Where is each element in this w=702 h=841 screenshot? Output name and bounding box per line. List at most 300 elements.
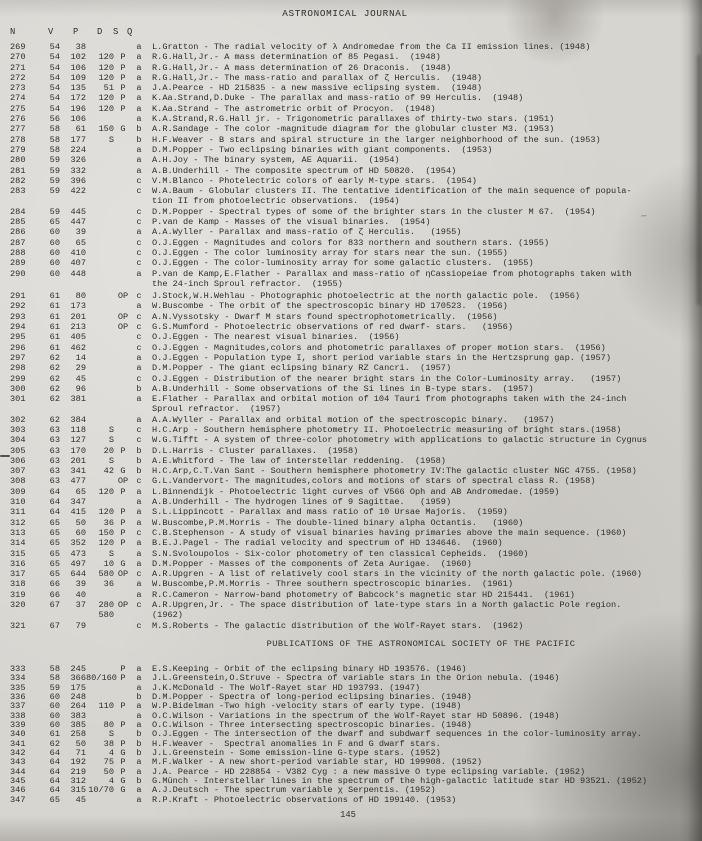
q-cell: a [136, 558, 142, 569]
page-cell: 14 [75, 352, 86, 363]
s-cell: OP [117, 569, 129, 580]
q-cell: c [136, 217, 142, 228]
q-cell: a [136, 144, 142, 155]
entry-number: 296 [10, 342, 26, 353]
table-row [0, 42, 702, 52]
scan-edge-shadow [697, 55, 701, 305]
entry-text: G.S.Mumford - Photoelectric observations of red dwarf- stars. (1956) [152, 322, 513, 333]
s-cell: G [120, 466, 126, 477]
table-row [0, 207, 702, 217]
volume-cell: 64 [49, 766, 60, 777]
entry-text: P.van de Kamp,E.Flather - Parallax and mass-ratio of ηCassiopeiae from photographs taken with [152, 268, 632, 279]
table-row [0, 343, 702, 353]
entry-text: D.M.Popper - Spectra of long-period eclipsing binaries. (1948) [152, 692, 472, 702]
volume-cell: 59 [49, 175, 60, 186]
entry-text: S.L.Lippincott - Parallax and mass ratio of 10 Ursae Majoris. (1959) [152, 507, 508, 518]
entry-text: O.C.Wilson - Three intersecting spectroscopic binaries. (1948) [152, 720, 472, 730]
volume-cell: 64 [49, 757, 60, 768]
pen-mark [0, 455, 10, 457]
volume-cell: 61 [49, 322, 60, 333]
page-cell: 80 [75, 291, 86, 302]
entry-number: 306 [10, 455, 26, 466]
table-row [0, 353, 702, 363]
entry-text: A.A.Wyller - Parallax and mass-ratio of ζ Herculis. (1955) [152, 227, 462, 238]
s-cell: P [120, 72, 126, 83]
entry-text: R.G.Hall,Jr.- The mass-ratio and parallax of ζ Herculis. (1948) [152, 72, 483, 83]
page-cell: 173 [70, 301, 86, 312]
table-row [0, 166, 702, 176]
entry-number: 293 [10, 311, 26, 322]
table-row [0, 446, 702, 456]
table-row [0, 155, 702, 165]
page-cell: 60 [75, 527, 86, 538]
q-cell: a [136, 83, 142, 94]
table-row [0, 507, 702, 517]
volume-cell: 65 [49, 527, 60, 538]
volume-cell: 63 [49, 424, 60, 435]
volume-cell: 61 [49, 291, 60, 302]
entry-number: 298 [10, 363, 26, 374]
q-cell: c [136, 342, 142, 353]
page-cell: 410 [70, 247, 86, 258]
entry-text: the 24-inch Sproul refractor. (1955) [152, 278, 343, 289]
entry-text: O.J.Eggen - Population type I, short period variable stars in the Hertzsprung gap. (1957) [152, 352, 611, 363]
s-cell: P [120, 766, 126, 777]
entry-number: 299 [10, 373, 26, 384]
table-row [0, 104, 702, 114]
d-cell: 42 [103, 466, 114, 477]
q-cell: c [136, 206, 142, 217]
entry-number: 317 [10, 569, 26, 580]
q-cell: a [136, 72, 142, 83]
column-header-v: V [48, 27, 54, 37]
table-row [0, 301, 702, 311]
page-cell: 245 [70, 663, 86, 674]
volume-cell: 64 [49, 776, 60, 787]
page-cell: 61 [75, 124, 86, 135]
q-cell: c [136, 322, 142, 333]
d-cell: 120 [98, 486, 114, 497]
d-cell: 80 [103, 719, 114, 730]
s-cell: OP [117, 322, 129, 333]
q-cell: a [136, 663, 142, 674]
q-cell: a [136, 517, 142, 528]
entry-text: K.Aa.Strand,D.Duke - The parallax and mass-ratio of 99 Herculis. (1948) [152, 93, 524, 104]
q-cell: a [136, 757, 142, 768]
entry-text: V.M.Blanco - Photelectric colors of early M-type stars. (1954) [152, 175, 477, 186]
page-cell: 71 [75, 748, 86, 759]
page-cell: 366 [70, 673, 86, 684]
q-cell: c [136, 237, 142, 248]
entry-text: R.P.Kraft - Photoelectric observations of HD 199140. (1953) [152, 795, 457, 805]
s-cell: P [120, 517, 126, 528]
entry-number: 346 [10, 785, 26, 796]
page-cell: 40 [75, 589, 86, 600]
d-cell: 150 [98, 527, 114, 538]
entry-number: 288 [10, 247, 26, 258]
entry-number: 344 [10, 766, 26, 777]
entry-text: W.Buscombe - The orbit of the spectroscopic binary HD 170523. (1956) [152, 301, 508, 312]
volume-cell: 62 [49, 414, 60, 425]
volume-cell: 66 [49, 589, 60, 600]
volume-cell: 61 [49, 301, 60, 312]
entry-text: W.Buscombe,P.M.Morris - The double-lined binary alpha Octantis. (1960) [152, 517, 524, 528]
page-cell: 109 [70, 72, 86, 83]
s-cell: OP [117, 291, 129, 302]
volume-cell: 59 [49, 155, 60, 166]
q-cell: a [136, 538, 142, 549]
d-cell: 38 [103, 738, 114, 749]
volume-cell: 62 [49, 363, 60, 374]
table-row [0, 600, 702, 610]
volume-cell: 63 [49, 435, 60, 446]
entry-number: 337 [10, 701, 26, 712]
entry-number: 309 [10, 486, 26, 497]
d-cell: 80/160 [86, 673, 117, 684]
s-cell: OP [117, 476, 129, 487]
volume-cell: 62 [49, 373, 60, 384]
entry-text: H.F.Weaver - B stars and spiral structure in the larger neighborhood of the sun. (1953) [152, 134, 601, 145]
page-cell: 315 [70, 785, 86, 796]
q-cell: a [136, 719, 142, 730]
page-cell: 448 [70, 268, 86, 279]
table-row [0, 322, 702, 332]
entry-number: 318 [10, 579, 26, 590]
s-cell: P [120, 103, 126, 114]
entry-number: 338 [10, 710, 26, 721]
page-cell: 415 [70, 507, 86, 518]
entry-text: A.A.Wyller - Parallax and orbital motion of the spectroscopic binary. (1957) [152, 414, 555, 425]
page-cell: 422 [70, 186, 86, 197]
page-cell: 264 [70, 701, 86, 712]
entry-text: W.P.Bidelman -Two high -velocity stars of early type. (1948) [152, 702, 462, 712]
entry-number: 319 [10, 589, 26, 600]
page-cell: 341 [70, 466, 86, 477]
table-row [0, 186, 702, 196]
page-cell: 224 [70, 144, 86, 155]
entry-text: A.B.Underhill - The hydrogen lines of 9 Sagittae. (1959) [152, 497, 452, 508]
d-cell: 580 [98, 610, 114, 621]
entry-text: R.G.Hall,Jr.- A mass determination of 26 Draconis. (1948) [152, 62, 452, 73]
volume-cell: 58 [49, 134, 60, 145]
d-cell: 120 [98, 103, 114, 114]
volume-cell: 54 [49, 103, 60, 114]
page-cell: 38 [75, 42, 86, 52]
d-cell: S [108, 435, 114, 446]
page-cell: 352 [70, 538, 86, 549]
volume-cell: 54 [49, 93, 60, 104]
q-cell: c [136, 527, 142, 538]
d-cell: 120 [98, 538, 114, 549]
page-cell: 381 [70, 394, 86, 405]
q-cell: a [136, 486, 142, 497]
page-cell: 385 [70, 719, 86, 730]
d-cell: 51 [103, 83, 114, 94]
entry-number: 291 [10, 291, 26, 302]
q-cell: a [136, 352, 142, 363]
aj-entry-list [0, 42, 702, 631]
q-cell: a [136, 363, 142, 374]
page-cell: 445 [70, 206, 86, 217]
entry-number: 269 [10, 42, 26, 52]
q-cell: c [136, 247, 142, 258]
entry-number: 304 [10, 435, 26, 446]
page-cell: 172 [70, 93, 86, 104]
page-cell: 65 [75, 237, 86, 248]
q-cell: a [136, 701, 142, 712]
d-cell: 150 [98, 124, 114, 135]
volume-cell: 54 [49, 62, 60, 73]
table-row [0, 248, 702, 258]
volume-cell: 59 [49, 165, 60, 176]
volume-cell: 62 [49, 394, 60, 405]
q-cell: a [136, 794, 142, 805]
entry-number: 271 [10, 62, 26, 73]
entry-number: 277 [10, 124, 26, 135]
q-cell: c [136, 620, 142, 631]
entry-number: 311 [10, 507, 26, 518]
s-cell: P [120, 757, 126, 768]
entry-text: D.L.Harris - Cluster parallaxes. (1958) [152, 445, 359, 456]
s-cell: P [120, 445, 126, 456]
entry-text: W.Buscombe,P.M.Morris - Three southern spectroscopic binaries. (1961) [152, 579, 513, 590]
q-cell: a [136, 301, 142, 312]
volume-cell: 63 [49, 445, 60, 456]
column-header-n: N [10, 27, 16, 37]
entry-number: 274 [10, 93, 26, 104]
table-row [0, 279, 702, 289]
table-row [0, 786, 702, 795]
entry-number: 335 [10, 682, 26, 693]
s-cell: P [120, 83, 126, 94]
table-row [0, 796, 702, 805]
s-cell: G [120, 124, 126, 135]
page-cell: 102 [70, 52, 86, 63]
entry-number: 339 [10, 719, 26, 730]
d-cell: S [108, 729, 114, 740]
entry-text: tion II from photoelectric observations. (1954) [152, 196, 400, 207]
entry-text: O.J.Eggen - Magnitudes and colors for 833 northern and southern stars. (1955) [152, 237, 550, 248]
page-cell: 37 [75, 600, 86, 611]
q-cell: a [136, 268, 142, 279]
volume-cell: 65 [49, 538, 60, 549]
volume-cell: 60 [49, 258, 60, 269]
pasp-section-title: PUBLICATIONS OF THE ASTRONOMICAL SOCIETY OF THE PACIFIC [266, 638, 576, 649]
s-cell: P [120, 663, 126, 674]
volume-cell: 56 [49, 114, 60, 125]
page-content [0, 42, 702, 820]
s-cell: G [120, 776, 126, 787]
entry-number: 286 [10, 227, 26, 238]
table-row [0, 435, 702, 445]
entry-text: A.B.Underhill - Some observations of the Si lines in B-type stars. (1957) [152, 383, 534, 394]
page-cell: 219 [70, 766, 86, 777]
volume-cell: 64 [49, 486, 60, 497]
d-cell: 120 [98, 507, 114, 518]
entry-number: 297 [10, 352, 26, 363]
volume-cell: 54 [49, 72, 60, 83]
entry-number: 301 [10, 394, 26, 405]
volume-cell: 62 [49, 383, 60, 394]
table-row [0, 238, 702, 248]
entry-text: J.L.Greenstein - Some emission-line G-type stars. (1952) [152, 749, 441, 759]
d-cell: 50 [103, 766, 114, 777]
page-cell: 332 [70, 165, 86, 176]
entry-text: E.Flather - Parallax and orbital motion of 104 Tauri from photographs taken with the 24-inch [152, 394, 627, 405]
q-cell: c [136, 373, 142, 384]
page-cell: 201 [70, 455, 86, 466]
column-header-q: Q [127, 27, 133, 37]
entry-text: (1962) [152, 610, 183, 621]
page-cell: 497 [70, 558, 86, 569]
entry-text: E.S.Keeping - Orbit of the eclipsing binary HD 193576. (1946) [152, 664, 467, 674]
q-cell: c [136, 424, 142, 435]
page-cell: 384 [70, 414, 86, 425]
q-cell: c [136, 476, 142, 487]
page-cell: 96 [75, 383, 86, 394]
table-row [0, 83, 702, 93]
entry-text: B.E.J.Pagel - The radial velocity and spectrum of HD 134646. (1960) [152, 538, 503, 549]
entry-text: W.A.Baum - Globular clusters II. The tentative identification of the main sequence of popula- [152, 186, 632, 197]
entry-number: 313 [10, 527, 26, 538]
page-cell: 118 [70, 424, 86, 435]
pasp-entry-list [0, 665, 702, 805]
q-cell: a [136, 93, 142, 104]
page-cell: 45 [75, 794, 86, 805]
volume-cell: 58 [49, 663, 60, 674]
table-row [0, 487, 702, 497]
page-cell: 106 [70, 62, 86, 73]
page-cell: 45 [75, 373, 86, 384]
q-cell: c [136, 311, 142, 322]
q-cell: b [136, 738, 142, 749]
entry-number: 342 [10, 748, 26, 759]
table-row [0, 476, 702, 486]
s-cell: G [120, 748, 126, 759]
page-cell: 106 [70, 114, 86, 125]
q-cell: a [136, 507, 142, 518]
s-cell: P [120, 538, 126, 549]
volume-cell: 65 [49, 558, 60, 569]
d-cell: 580 [98, 569, 114, 580]
volume-cell: 63 [49, 476, 60, 487]
entry-text: O.J.Eggen - The intersection of the dwarf and subdwarf sequences in the color-luminosity array. [152, 730, 642, 740]
entry-text: O.C.Wilson - Variations in the spectrum of the Wolf-Rayet star HD 50896. (1948) [152, 711, 560, 721]
s-cell: OP [117, 600, 129, 611]
page-cell: 326 [70, 155, 86, 166]
table-row [0, 621, 702, 631]
d-cell: 36 [103, 579, 114, 590]
entry-text: H.F.Weaver - Spectral anomalies in F and G dwarf stars. [152, 739, 441, 749]
entry-number: 278 [10, 134, 26, 145]
q-cell: a [136, 710, 142, 721]
s-cell: P [120, 719, 126, 730]
pen-squiggle: ∼ [640, 211, 648, 224]
q-cell: b [136, 445, 142, 456]
entry-number: 273 [10, 83, 26, 94]
entry-number: 285 [10, 217, 26, 228]
d-cell: 4 [108, 776, 114, 787]
q-cell: a [136, 785, 142, 796]
d-cell: 280 [98, 600, 114, 611]
entry-number: 292 [10, 301, 26, 312]
volume-cell: 63 [49, 466, 60, 477]
d-cell: 20 [103, 445, 114, 456]
d-cell: 120 [98, 52, 114, 63]
page-cell: 201 [70, 311, 86, 322]
d-cell: 10 [103, 558, 114, 569]
d-cell: 120 [98, 93, 114, 104]
column-headers [0, 27, 702, 38]
q-cell: a [136, 589, 142, 600]
q-cell: c [136, 435, 142, 446]
d-cell: 36 [103, 517, 114, 528]
table-row [0, 394, 702, 404]
volume-cell: 62 [49, 738, 60, 749]
table-row [0, 384, 702, 394]
page-cell: 50 [75, 517, 86, 528]
entry-text: A.H.Joy - The binary system, AE Aquarii. (1954) [152, 155, 400, 166]
q-cell: c [136, 175, 142, 186]
d-cell: 120 [98, 72, 114, 83]
entry-number: 275 [10, 103, 26, 114]
page-cell: 477 [70, 476, 86, 487]
table-row [0, 456, 702, 466]
entry-text: G.Münch - Interstellar lines in the spectrum of the high-galactic latitude star HD 93521. (1952) [152, 777, 648, 787]
entry-number: 270 [10, 52, 26, 63]
entry-text: D.M.Popper - Spectral types of some of the brighter stars in the cluster M 67. (1954) [152, 206, 596, 217]
s-cell: P [120, 507, 126, 518]
q-cell: a [136, 548, 142, 559]
volume-cell: 61 [49, 729, 60, 740]
q-cell: a [136, 682, 142, 693]
entry-text: K.A.Strand,R.G.Hall jr. - Trigonometric parallaxes of thirty-two stars. (1951) [152, 114, 555, 125]
s-cell: P [120, 701, 126, 712]
entry-text: W.G.Tifft - A system of three-color photometry with applications to galactic structure in Cygnus [152, 435, 648, 446]
s-cell: P [120, 52, 126, 63]
q-cell: b [136, 455, 142, 466]
table-row [0, 404, 702, 414]
page-cell: 248 [70, 691, 86, 702]
table-row [0, 528, 702, 538]
page-cell: 79 [75, 620, 86, 631]
table-row [0, 610, 702, 620]
table-row [0, 258, 702, 268]
entry-number: 294 [10, 322, 26, 333]
page-cell: 447 [70, 217, 86, 228]
entry-number: 280 [10, 155, 26, 166]
page-number: 145 [340, 810, 356, 821]
q-cell: c [136, 600, 142, 611]
entry-number: 303 [10, 424, 26, 435]
page-cell: 258 [70, 729, 86, 740]
entry-text: D.M.Popper - Masses of the components of Zeta Aurigae. (1960) [152, 558, 472, 569]
table-row [0, 374, 702, 384]
table-row [0, 52, 702, 62]
s-cell: P [120, 738, 126, 749]
entry-text: C.B.Stephenson - A study of visual binaries having primaries above the main sequence. (1960) [152, 527, 627, 538]
entry-number: 276 [10, 114, 26, 125]
entry-number: 302 [10, 414, 26, 425]
d-cell: 110 [98, 701, 114, 712]
q-cell: b [136, 383, 142, 394]
volume-cell: 60 [49, 691, 60, 702]
entry-text: R.G.Hall,Jr.- A mass determination of 85 Pegasi. (1948) [152, 52, 441, 63]
q-cell: b [136, 124, 142, 135]
q-cell: a [136, 103, 142, 114]
entry-number: 307 [10, 466, 26, 477]
column-header-d: D [97, 27, 103, 37]
